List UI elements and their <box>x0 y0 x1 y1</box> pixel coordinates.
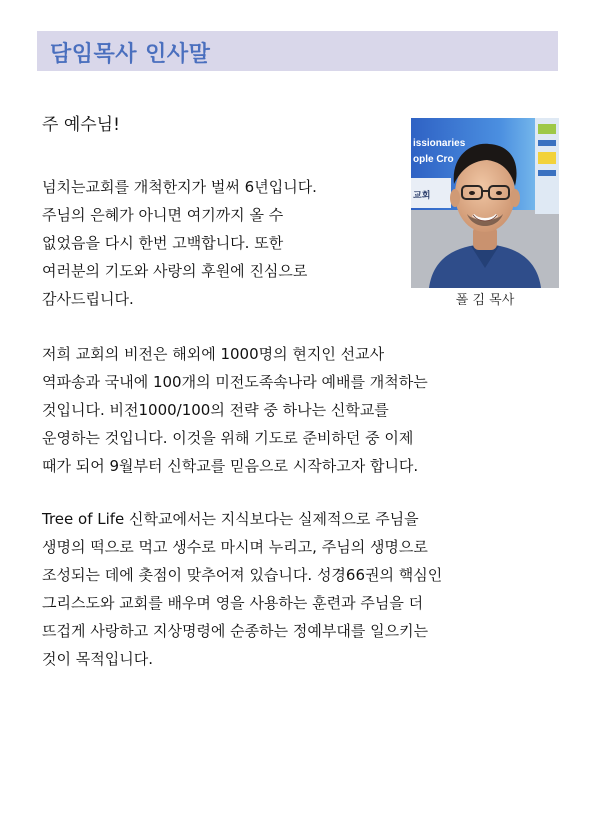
paragraph-line: Tree of Life 신학교에서는 지식보다는 실제적으로 주님을 <box>42 510 419 528</box>
greeting: 주 예수님! <box>42 115 120 135</box>
paragraph-line: 그리스도와 교회를 배우며 영을 사용하는 훈련과 주님을 더 <box>42 594 424 612</box>
paragraph-line: 것입니다. 비전1000/100의 전략 중 하나는 신학교를 <box>42 401 389 419</box>
paragraph-line: 역파송과 국내에 100개의 미전도족속나라 예배를 개척하는 <box>42 373 428 391</box>
paragraph-line: 것이 목적입니다. <box>42 650 153 668</box>
paragraph-line: 운영하는 것입니다. 이것을 위해 기도로 준비하던 중 이제 <box>42 429 414 447</box>
header-bar <box>37 31 558 71</box>
paragraph-line: 생명의 떡으로 먹고 생수로 마시며 누리고, 주님의 생명으로 <box>42 538 428 556</box>
paragraph-line: 뜨겁게 사랑하고 지상명령에 순종하는 정예부대를 일으키는 <box>42 622 429 640</box>
paragraph-line: 저희 교회의 비전은 해외에 1000명의 현지인 선교사 <box>42 345 385 363</box>
banner-text: 교회 <box>413 191 431 201</box>
photo-caption: 폴 김 목사 <box>455 293 515 308</box>
paragraph-line: 감사드립니다. <box>42 290 134 308</box>
pastor-photo <box>411 118 559 288</box>
paragraph-line: 여러분의 기도와 사랑의 후원에 진심으로 <box>42 262 308 280</box>
paragraph-seminary <box>42 505 442 673</box>
paragraph-line: 넘치는교회를 개척한지가 벌써 6년입니다. <box>42 178 317 196</box>
paragraph-line: 조성되는 데에 촛점이 맞추어져 있습니다. 성경66권의 핵심인 <box>42 566 443 584</box>
banner-text: ople Cro <box>413 154 454 165</box>
paragraph-line: 때가 되어 9월부터 신학교를 믿음으로 시작하고자 합니다. <box>42 457 419 475</box>
page-title: 담임목사 인사말 <box>50 42 211 67</box>
paragraph-line: 없었음을 다시 한번 고백합니다. 또한 <box>42 234 284 252</box>
paragraph-vision <box>42 340 428 480</box>
paragraph-line: 주님의 은혜가 아니면 여기까지 올 수 <box>42 206 284 224</box>
paragraph-anniversary <box>42 173 317 313</box>
banner-text: issionaries <box>413 138 466 149</box>
